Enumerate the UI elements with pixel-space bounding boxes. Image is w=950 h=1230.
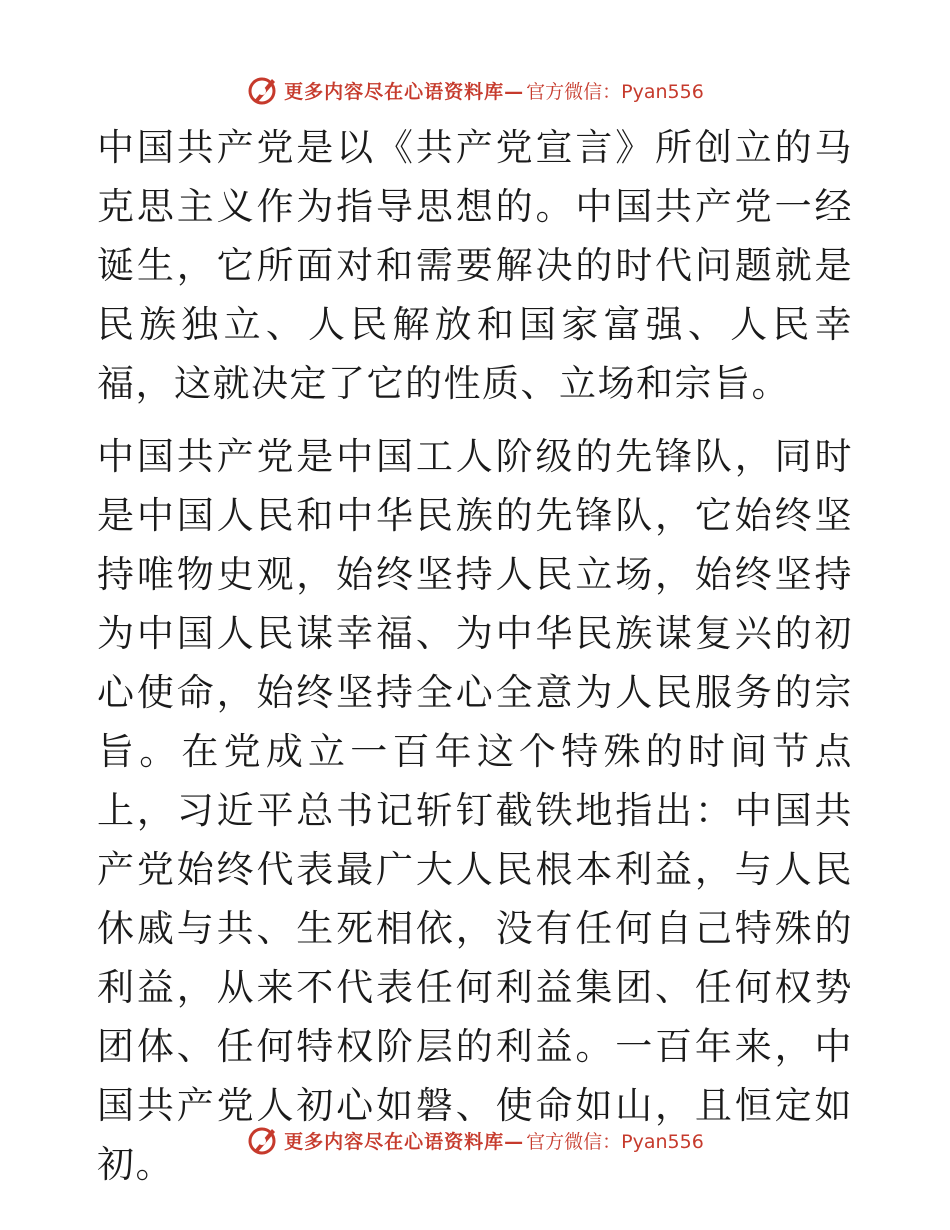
- quill-logo-icon: [246, 1123, 280, 1157]
- paragraph-2: 中国共产党是中国工人阶级的先锋队，同时是中国人民和中华民族的先锋队，它始终坚持唯物史观，始终坚持人民立场，始终坚持为中国人民谋幸福、为中华民族谋复兴的初心使命，始终坚持全心全意为人民服务的宗旨。在党成立一百年这个特殊的时间节点上，习近平总书记斩钉截铁地指出：中国共产党始终代表最广大人民根本利益，与人民休戚与共、生死相依，没有任何自己特殊的利益，从来不代表任何利益集团、任何权势团体、任何特权阶层的利益。一百年来，中国共产党人初心如磐、使命如山，且恒定如初。: [97, 435, 853, 1186]
- quill-logo-icon: [246, 73, 280, 107]
- footer-banner: [0, 1120, 950, 1160]
- banner-title: 更多内容尽在心语资料库—: [284, 80, 525, 103]
- banner-wechat: 官方微信：Pyan556: [526, 1130, 704, 1153]
- paragraph-1: 中国共产党是以《共产党宣言》所创立的马克思主义作为指导思想的。中国共产党一经诞生，它所面对和需要解决的时代问题就是民族独立、人民解放和国家富强、人民幸福，这就决定了它的性质、立场和宗旨。: [97, 126, 853, 405]
- header-banner: [0, 70, 950, 110]
- banner-title: 更多内容尽在心语资料库—: [284, 1130, 525, 1153]
- document-body: [97, 118, 853, 1194]
- banner-wechat: 官方微信：Pyan556: [526, 80, 704, 103]
